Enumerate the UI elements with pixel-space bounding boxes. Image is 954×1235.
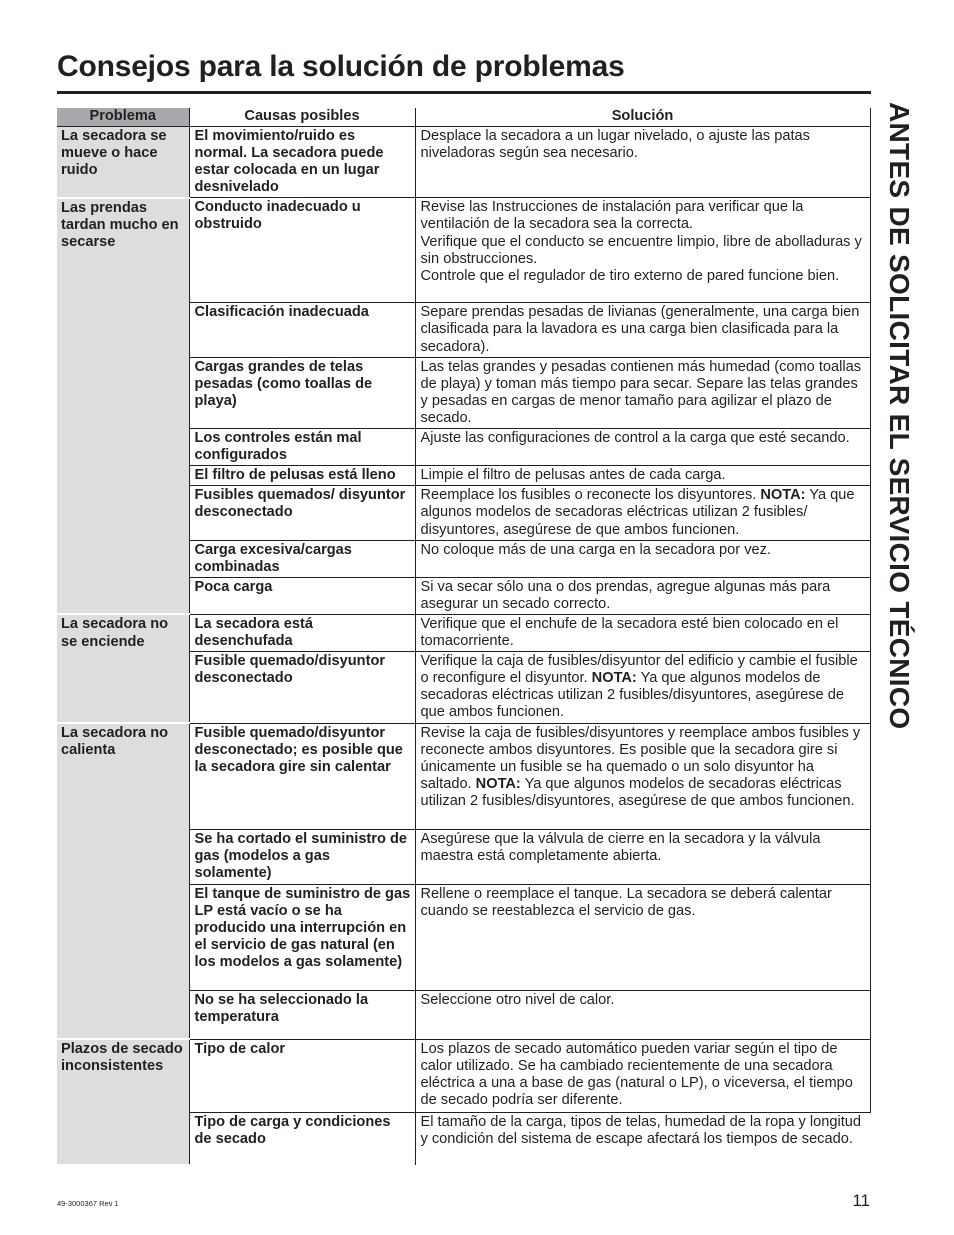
solution-text-lead: Reemplace los fusibles o reconecte los disyuntores. xyxy=(420,487,761,504)
solution-cell xyxy=(415,1039,870,1112)
cause-cell: El filtro de pelusas está lleno xyxy=(189,466,415,486)
cause-cell: Clasificación inadecuada xyxy=(189,303,415,357)
cause-cell: Fusibles quemados/ disyuntor desconectado xyxy=(189,486,415,540)
cause-cell: Carga excesiva/cargas combinadas xyxy=(189,540,415,577)
solution-text: Ajuste las configuraciones de control a la carga que esté secando. xyxy=(420,430,850,447)
table-body xyxy=(57,127,870,1166)
solution-cell xyxy=(415,577,870,614)
solution-text: Limpie el filtro de pelusas antes de cada carga. xyxy=(420,467,726,484)
note-label: NOTA: xyxy=(475,775,521,792)
solution-text-note: Ya que algunos modelos de secadoras eléctricas utilizan 2 fusibles/disyuntores, asegúrese de que ambos funcionen. xyxy=(420,775,855,809)
table-row xyxy=(57,614,870,651)
solution-text: Desplace la secadora a un lugar nivelado, o ajuste las patas niveladoras según sea necesario. xyxy=(420,128,810,162)
problem-cell: La secadora no se enciende xyxy=(57,614,189,723)
cause-cell: La secadora está desenchufada xyxy=(189,614,415,651)
cause-cell: Fusible quemado/disyuntor desconectado; es posible que la secadora gire sin calentar xyxy=(189,723,415,829)
header-problem: Problema xyxy=(57,108,189,127)
table-row xyxy=(57,198,870,303)
cause-cell: El movimiento/ruido es normal. La secadora puede estar colocada en un lugar desnivelado xyxy=(189,127,415,198)
solution-cell xyxy=(415,829,870,884)
problem-cell: Las prendas tardan mucho en secarse xyxy=(57,198,189,615)
solution-cell xyxy=(415,990,870,1039)
cause-cell: Tipo de calor xyxy=(189,1039,415,1112)
solution-cell xyxy=(415,429,870,466)
solution-text: Verifique que el conducto se encuentre limpio, libre de abolladuras y sin obstrucciones. xyxy=(420,233,862,267)
solution-text: Las telas grandes y pesadas contienen más humedad (como toallas de playa) y toman más tiempo para secar. Separe las telas grandes y pesadas en cargas de menor tamaño para agilizar el plazo de secado. xyxy=(420,358,862,426)
cause-cell: Tipo de carga y condiciones de secado xyxy=(189,1112,415,1165)
problem-cell: Plazos de secado inconsistentes xyxy=(57,1039,189,1165)
document-code: 49-3000367 Rev 1 xyxy=(57,1199,119,1208)
solution-text-note: Ya que algunos modelos de secadoras eléctricas utilizan 2 fusibles/disyuntores, asegúrese de que ambos funcionen. xyxy=(420,670,844,721)
title-rule xyxy=(57,91,871,94)
solution-cell xyxy=(415,652,870,723)
cause-cell: Poca carga xyxy=(189,577,415,614)
solution-text: Los plazos de secado automático pueden variar según el tipo de calor utilizado. Se ha cambiado recientemente de una secadora eléctrica a una a base de gas (natural o LP), o viceversa, el tiempo de secado podría ser diferente. xyxy=(420,1040,853,1108)
solution-cell xyxy=(415,198,870,303)
note-label: NOTA: xyxy=(591,670,637,687)
solution-text: No coloque más de una carga en la secadora por vez. xyxy=(420,541,771,558)
solution-text: Rellene o reemplace el tanque. La secadora se deberá calentar cuando se reestablezca el servicio de gas. xyxy=(420,885,832,919)
solution-cell xyxy=(415,303,870,357)
cause-cell: El tanque de suministro de gas LP está vacío o se ha producido una interrupción en el servicio de gas natural (en los modelos a gas solamente) xyxy=(189,884,415,990)
solution-cell xyxy=(415,127,870,198)
solution-text xyxy=(421,653,866,721)
table-row xyxy=(57,723,870,829)
header-causes: Causas posibles xyxy=(189,108,415,127)
solution-text: Verifique que el enchufe de la secadora esté bien colocado en el tomacorriente. xyxy=(420,615,839,650)
note-label: NOTA: xyxy=(760,487,806,504)
problem-cell: La secadora no calienta xyxy=(57,723,189,1039)
cause-cell: Se ha cortado el suministro de gas (modelos a gas solamente) xyxy=(189,829,415,884)
cause-cell: Cargas grandes de telas pesadas (como toallas de playa) xyxy=(189,357,415,428)
table-row xyxy=(57,127,870,198)
page-number: 11 xyxy=(852,1191,870,1210)
problem-cell: La secadora se mueve o hace ruido xyxy=(57,127,189,198)
cause-cell: Conducto inadecuado u obstruido xyxy=(189,198,415,303)
page-title: Consejos para la solución de problemas xyxy=(57,50,625,83)
solution-cell xyxy=(415,357,870,428)
solution-cell xyxy=(415,466,870,486)
solution-text: Asegúrese que la válvula de cierre en la secadora y la válvula maestra está completamente abierta. xyxy=(420,830,821,864)
solution-text: Separe prendas pesadas de livianas (generalmente, una carga bien clasificada para la lavadora es una carga bien clasificada para la secadora). xyxy=(420,304,860,355)
solution-text: El tamaño de la carga, tipos de telas, humedad de la ropa y longitud y condición del sistema de escape afectará los tiempos de secado. xyxy=(420,1113,862,1147)
solution-cell xyxy=(415,1112,870,1165)
table-row xyxy=(57,1039,870,1112)
solution-text: Seleccione otro nivel de calor. xyxy=(420,991,615,1008)
solution-text xyxy=(421,725,866,810)
solution-text: Controle que el regulador de tiro externo de pared funcione bien. xyxy=(420,267,840,284)
troubleshooting-table xyxy=(57,108,871,1166)
solution-text: Si va secar sólo una o dos prendas, agregue algunas más para asegurar un secado correcto. xyxy=(420,578,831,612)
solution-cell xyxy=(415,723,870,829)
solution-cell xyxy=(415,486,870,540)
solution-text: Revise las Instrucciones de instalación para verificar que la ventilación de la secadora sea la correcta. xyxy=(420,199,804,233)
header-solution: Solución xyxy=(415,108,870,127)
solution-cell xyxy=(415,614,870,651)
cause-cell: No se ha seleccionado la temperatura xyxy=(189,990,415,1039)
solution-cell xyxy=(415,540,870,577)
section-side-title: ANTES DE SOLICITAR EL SERVICIO TÉCNICO xyxy=(884,102,915,730)
solution-cell xyxy=(415,884,870,990)
solution-text-note: Ya que algunos modelos de secadoras eléctricas utilizan 2 fusibles/ disyuntores, asegúrese de que ambos funcionen. xyxy=(420,487,855,538)
solution-text-lead: Revise la caja de fusibles/disyuntores y reemplace ambos fusibles y reconecte ambos disyuntores. Es posible que la secadora gire si únicamente un fusible se ha quemado o un solo disyuntor ha saltado. xyxy=(420,724,861,792)
cause-cell: Fusible quemado/disyuntor desconectado xyxy=(189,652,415,723)
table-header-row xyxy=(57,108,870,127)
solution-text xyxy=(421,487,866,538)
cause-cell: Los controles están mal configurados xyxy=(189,429,415,466)
solution-text-lead: Verifique la caja de fusibles/disyuntor del edificio y cambie el fusible o reconfigure el disyuntor. xyxy=(420,653,858,687)
